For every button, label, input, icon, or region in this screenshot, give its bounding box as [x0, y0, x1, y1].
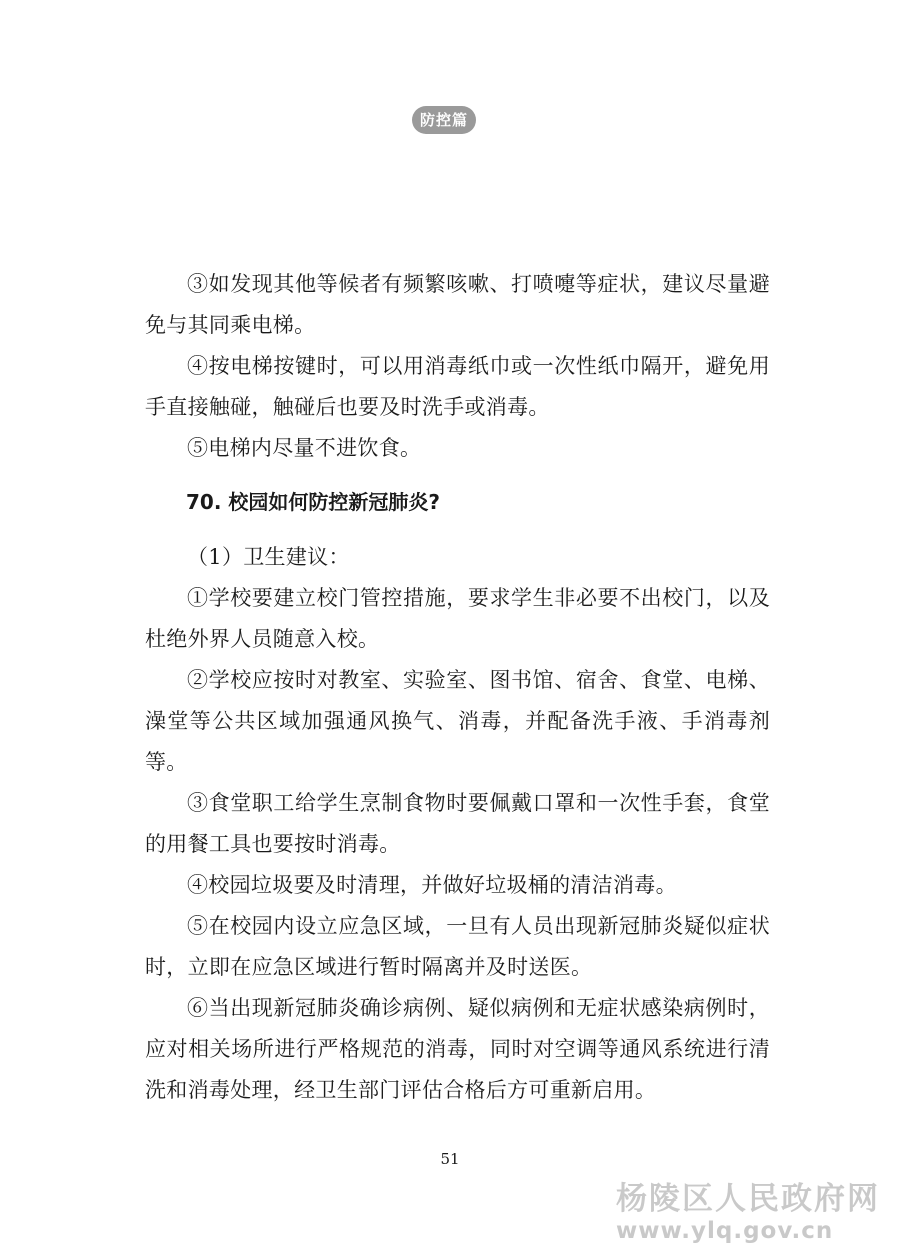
- paragraph-elevator-4: ④按电梯按键时，可以用消毒纸巾或一次性纸巾隔开，避免用手直接触碰，触碰后也要及时洗手或消毒。: [145, 354, 770, 419]
- paragraph-elevator-3: ③如发现其他等候者有频繁咳嗽、打喷嚏等症状，建议尽量避免与其同乘电梯。: [145, 272, 770, 337]
- list-item-6: ⑥当出现新冠肺炎确诊病例、疑似病例和无症状感染病例时，应对相关场所进行严格规范的消毒，同时对空调等通风系统进行清洗和消毒处理，经卫生部门评估合格后方可重新启用。: [145, 996, 770, 1102]
- paragraph-elevator-5: ⑤电梯内尽量不进饮食。: [187, 436, 422, 460]
- list-item-3: ③食堂职工给学生烹制食物时要佩戴口罩和一次性手套，食堂的用餐工具也要按时消毒。: [145, 791, 770, 856]
- watermark: [616, 1180, 880, 1244]
- watermark-url: www.ylq.gov.cn: [616, 1218, 834, 1244]
- page-number: 51: [440, 1150, 460, 1168]
- list-item-2: ②学校应按时对教室、实验室、图书馆、宿舍、食堂、电梯、澡堂等公共区域加强通风换气、消毒，并配备洗手液、手消毒剂等。: [145, 668, 770, 774]
- section-badge: 防控篇: [412, 106, 476, 134]
- list-item-5: ⑤在校园内设立应急区域，一旦有人员出现新冠肺炎疑似症状时，立即在应急区域进行暂时隔离并及时送医。: [145, 914, 770, 979]
- list-item-4: ④校园垃圾要及时清理，并做好垃圾桶的清洁消毒。: [187, 873, 677, 897]
- watermark-name: 杨陵区人民政府网: [616, 1181, 880, 1217]
- section-heading: 70. 校园如何防控新冠肺炎?: [186, 490, 440, 514]
- subheading-hygiene: （1）卫生建议：: [187, 545, 350, 569]
- list-item-1: ①学校要建立校门管控措施，要求学生非必要不出校门，以及杜绝外界人员随意入校。: [145, 586, 770, 651]
